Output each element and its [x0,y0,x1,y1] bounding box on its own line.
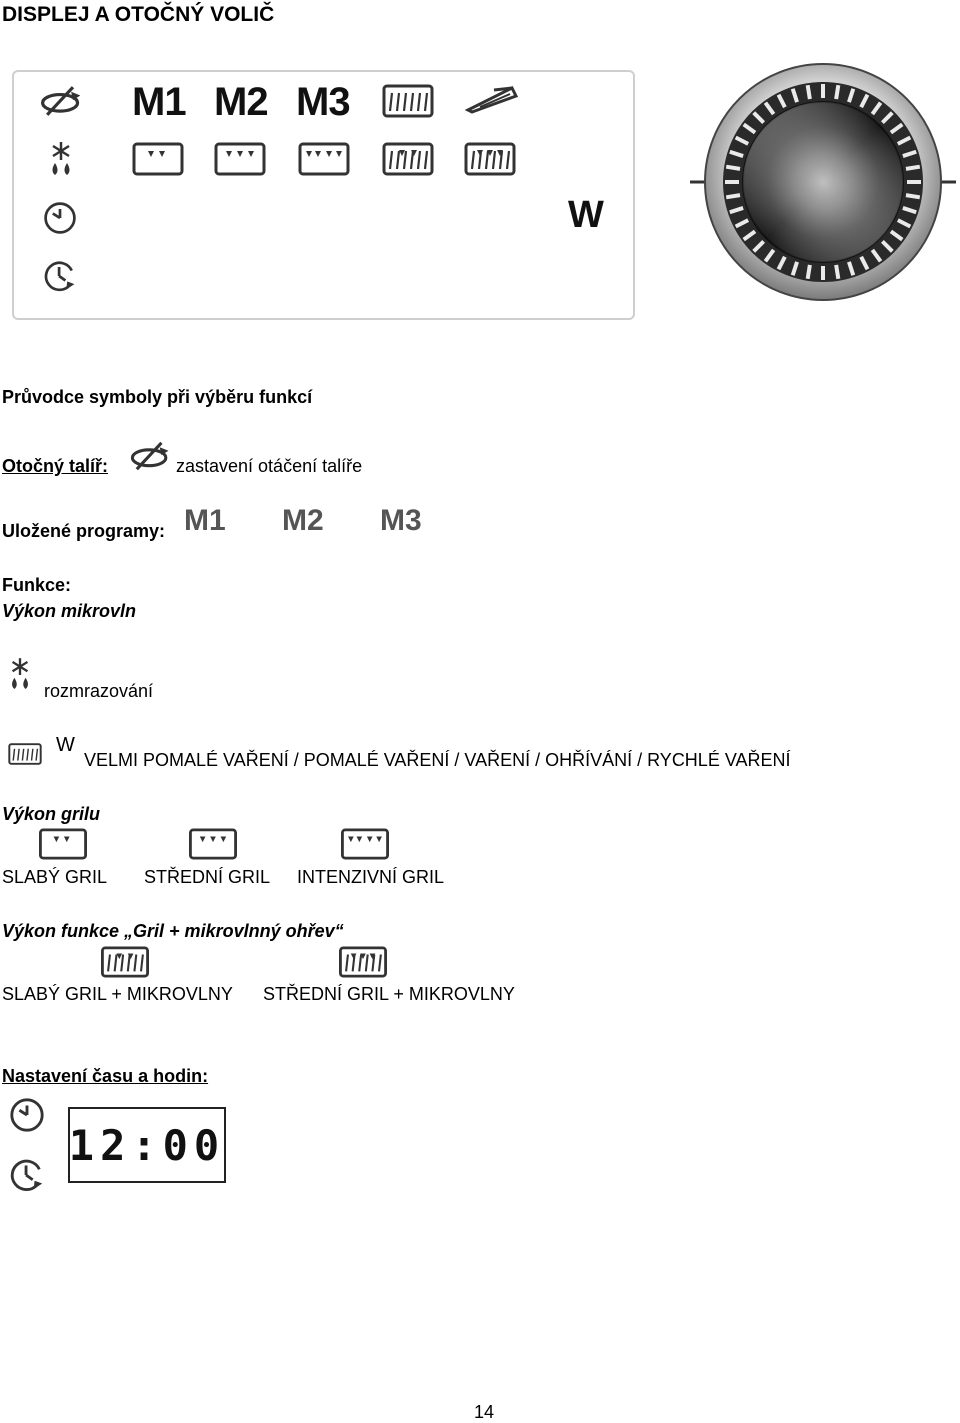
page-title: DISPLEJ A OTOČNÝ VOLIČ [2,3,275,26]
dial-tick [726,195,740,197]
grill-power-label: Výkon grilu [2,804,101,824]
program-m3-icon: M3 [380,504,422,537]
clock-display [68,1107,226,1183]
high-grill-icon [340,828,390,860]
medium-grill-icon [214,142,266,176]
panel-program-m3: M3 [296,80,350,124]
dial-tick [726,167,740,169]
display-panel [12,70,635,320]
low-grill-icon [132,142,184,176]
dial-tick [906,195,920,197]
functions-label: Funkce: [2,575,72,595]
clock-value: 12:00 [68,1120,226,1170]
page-number: 14 [474,1402,495,1422]
program-m1-icon: M1 [184,504,226,537]
timer-icon [42,258,78,294]
timer-icon [8,1156,46,1194]
grill-level-high: INTENZIVNÍ GRIL [297,867,445,887]
clock-icon [42,200,78,236]
microwave-icon [8,742,42,766]
turntable-label: Otočný talíř: [2,456,109,476]
microwave-power-label: Výkon mikrovln [2,601,137,621]
combo-label: Výkon funkce „Gril + mikrovlnný ohřev“ [2,921,344,941]
turntable-stop-icon [128,440,172,472]
low-grill-microwave-icon [100,946,150,978]
panel-power-w: W [568,194,604,236]
turntable-stop-icon [38,84,84,118]
combo-level-low: SLABÝ GRIL + MIKROVLNY [2,984,233,1004]
panel-program-m1: M1 [132,80,186,124]
grill-icon [464,82,520,116]
low-grill-icon [38,828,88,860]
medium-grill-icon [188,828,238,860]
dial-tick [906,167,920,169]
guide-heading: Průvodce symboly při výběru funkcí [2,387,313,407]
medium-grill-microwave-icon [338,946,388,978]
panel-program-m2: M2 [214,80,268,124]
power-w: W [56,734,75,756]
high-grill-icon [298,142,350,176]
time-label: Nastavení času a hodin: [2,1066,209,1086]
defrost-label: rozmrazování [44,681,154,701]
defrost-icon [6,656,34,694]
medium-grill-microwave-icon [464,142,516,176]
microwave-icon [382,84,434,118]
programs-label: Uložené programy: [2,521,166,541]
rotary-dial[interactable] [688,60,958,310]
grill-level-low: SLABÝ GRIL [2,867,108,887]
dial-tick [836,85,838,99]
program-m2-icon: M2 [282,504,324,537]
turntable-desc: zastavení otáčení talíře [176,456,363,476]
power-levels: VELMI POMALÉ VAŘENÍ / POMALÉ VAŘENÍ / VAŘENÍ / OHŘÍVÁNÍ / RYCHLÉ VAŘENÍ [84,750,791,770]
grill-level-medium: STŘEDNÍ GRIL [144,867,271,887]
dial-tick [808,265,810,279]
defrost-icon [46,140,76,180]
dial-tick [808,85,810,99]
clock-icon [8,1096,46,1134]
combo-level-medium: STŘEDNÍ GRIL + MIKROVLNY [263,984,515,1004]
dial-tick [836,265,838,279]
low-grill-microwave-icon [382,142,434,176]
